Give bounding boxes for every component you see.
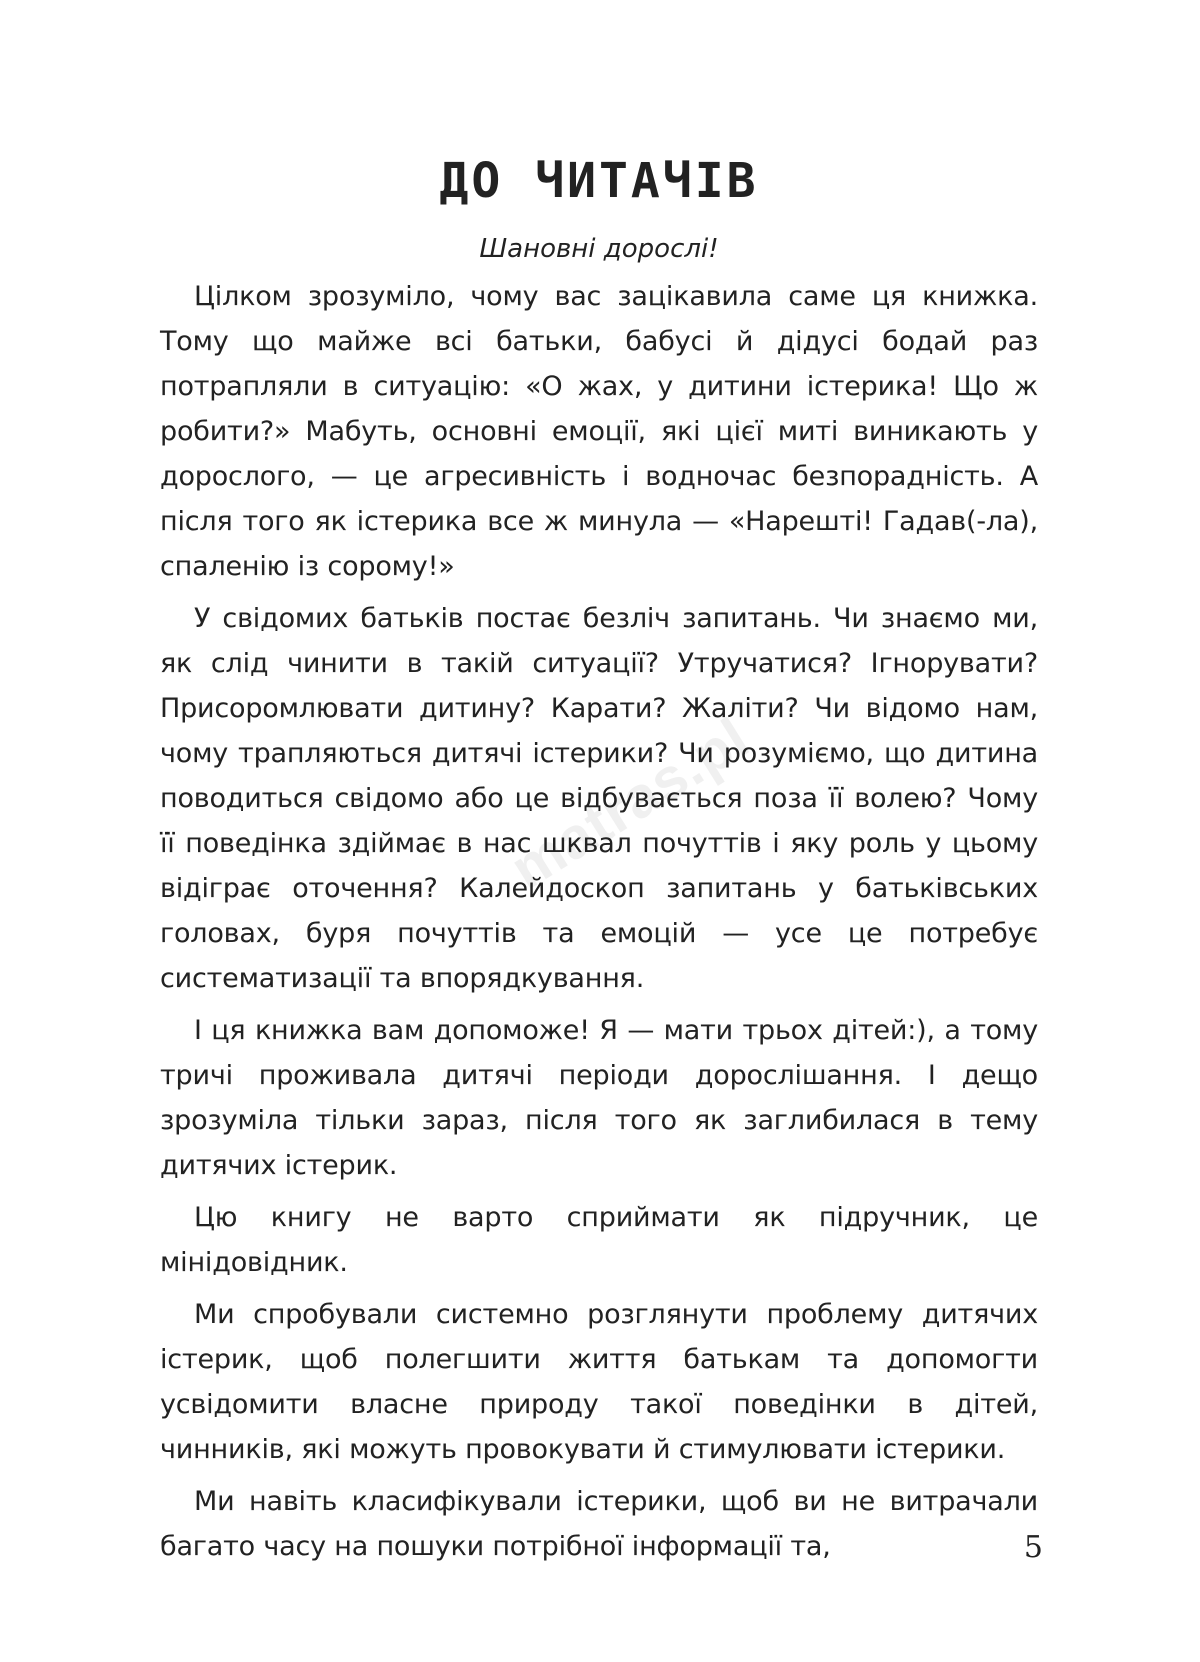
paragraph-4: Цю книгу не варто сприймати як підручник, це мінідовідник.: [160, 1201, 1038, 1278]
page-title: ДО ЧИТАЧІВ: [439, 153, 759, 209]
body-text: [160, 274, 1038, 1569]
paragraph-1: Цілком зрозуміло, чому вас зацікавила саме ця книжка. Тому що майже всі батьки, бабусі й дідусі бодай раз потрапляли в ситуацію: «О жах, у дитини істерика! Що ж робити?» Мабуть, основні емоції, які цієї миті виникають у дорослого, — це агресивність і водночас безпорадність. А після того як істерика все ж минула — «Нарешті! Гадав(-ла), спаленію із сорому!»: [160, 280, 1038, 582]
salutation: Шановні дорослі!: [479, 233, 719, 264]
paragraph-3: І ця книжка вам допоможе! Я — мати трьох дітей:), а тому тричі проживала дитячі періоди дорослішання. І дещо зрозуміла тільки зараз, після того як заглибилася в тему дитячих істерик.: [160, 1014, 1038, 1181]
paragraph-2: У свідомих батьків постає безліч запитань. Чи знаємо ми, як слід чинити в такій ситуації? Утручатися? Ігнорувати? Присоромлювати дитину? Карати? Жаліти? Чи відомо нам, чому трапляються дитячі істерики? Чи розуміємо, що дитина поводиться свідомо або це відбувається поза її волею? Чому її поведінка здіймає в нас шквал почуттів і яку роль у цьому відіграє оточення? Калейдоскоп запитань у батьківських головах, буря почуттів та емоцій — усе це потребує систематизації та впорядкування.: [160, 602, 1038, 994]
paragraph-6: Ми навіть класифікували істерики, щоб ви не витрачали багато часу на пошуки потрібної інформації та,: [160, 1485, 1038, 1562]
page-content: [160, 155, 1038, 1576]
watermark: matras.pl: [499, 705, 761, 902]
page-number: 5: [1023, 1530, 1043, 1565]
paragraph-5: Ми спробували системно розглянути проблему дитячих істерик, щоб полегшити життя батькам та допомогти усвідомити власне природу такої поведінки в дітей, чинників, які можуть провокувати й стимулювати істерики.: [160, 1298, 1038, 1465]
